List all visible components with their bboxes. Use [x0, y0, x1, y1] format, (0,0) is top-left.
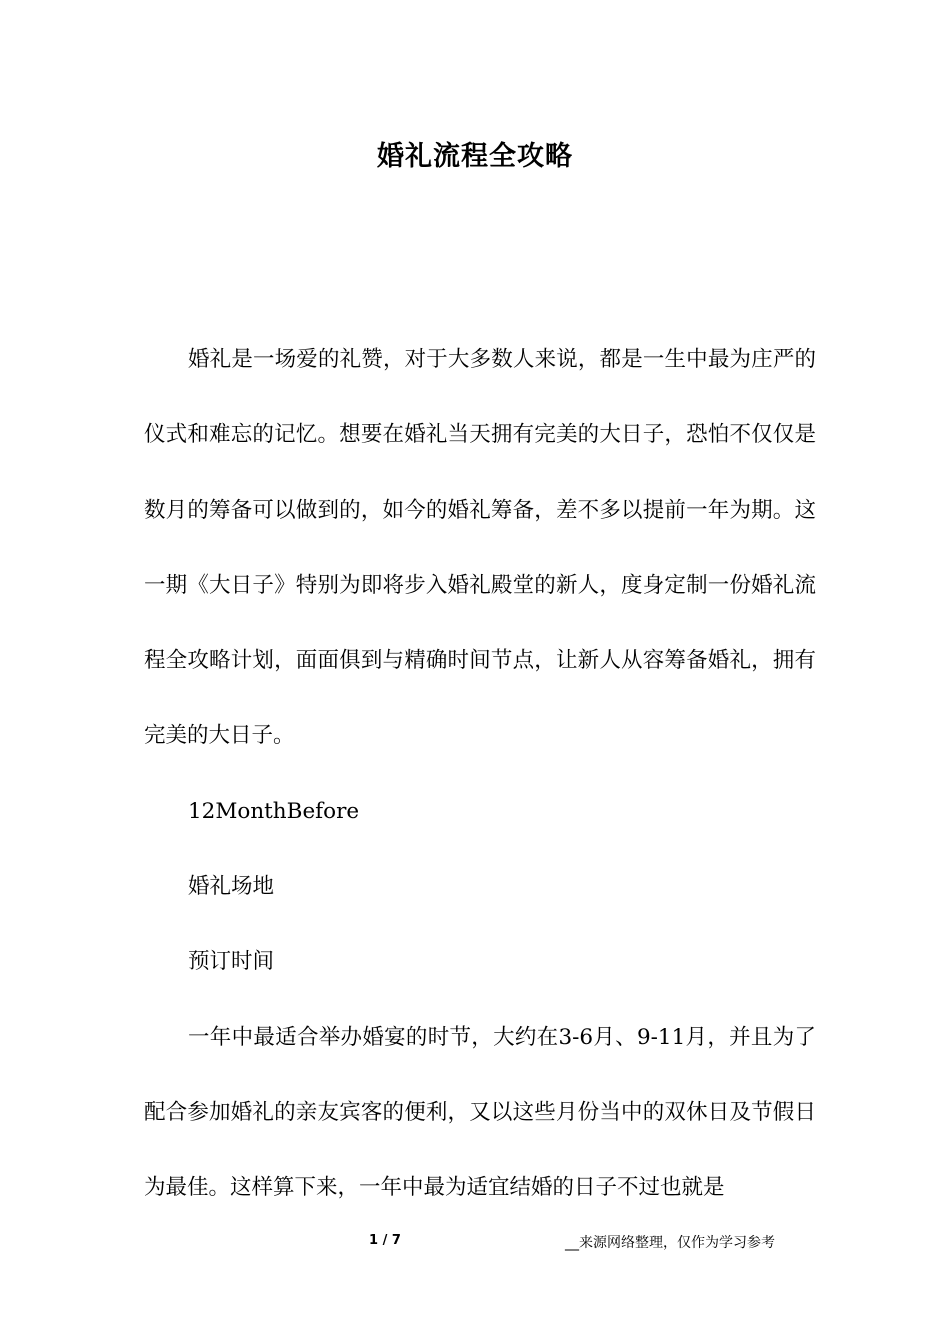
footer-note: __来源网络整理，仅作为学习参考 — [565, 1235, 775, 1251]
document-title: 婚礼流程全攻略 — [377, 141, 573, 172]
page-indicator: 1 / 7 — [369, 1233, 401, 1248]
document-body — [144, 322, 816, 1226]
paragraph-intro: 婚礼是一场爱的礼赞，对于大多数人来说，都是一生中最为庄严的仪式和难忘的记忆。想要在婚礼当天拥有完美的大日子，恐怕不仅仅是数月的筹备可以做到的，如今的婚礼筹备，差不多以提前一年为期。这一期《大日子》特别为即将步入婚礼殿堂的新人，度身定制一份婚礼流程全攻略计划，面面俱到与精确时间节点，让新人从容筹备婚礼，拥有完美的大日子。 — [144, 347, 816, 749]
paragraph-booking-heading: 预订时间 — [188, 949, 275, 975]
paragraph-venue-heading: 婚礼场地 — [188, 874, 275, 900]
paragraph-season: 一年中最适合举办婚宴的时节，大约在3-6月、9-11月，并且为了配合参加婚礼的亲友宾客的便利，又以这些月份当中的双休日及节假日为最佳。这样算下来，一年中最为适宜结婚的日子不过也就是 — [144, 1024, 816, 1201]
paragraph-month-heading: 12MonthBefore — [188, 798, 360, 824]
